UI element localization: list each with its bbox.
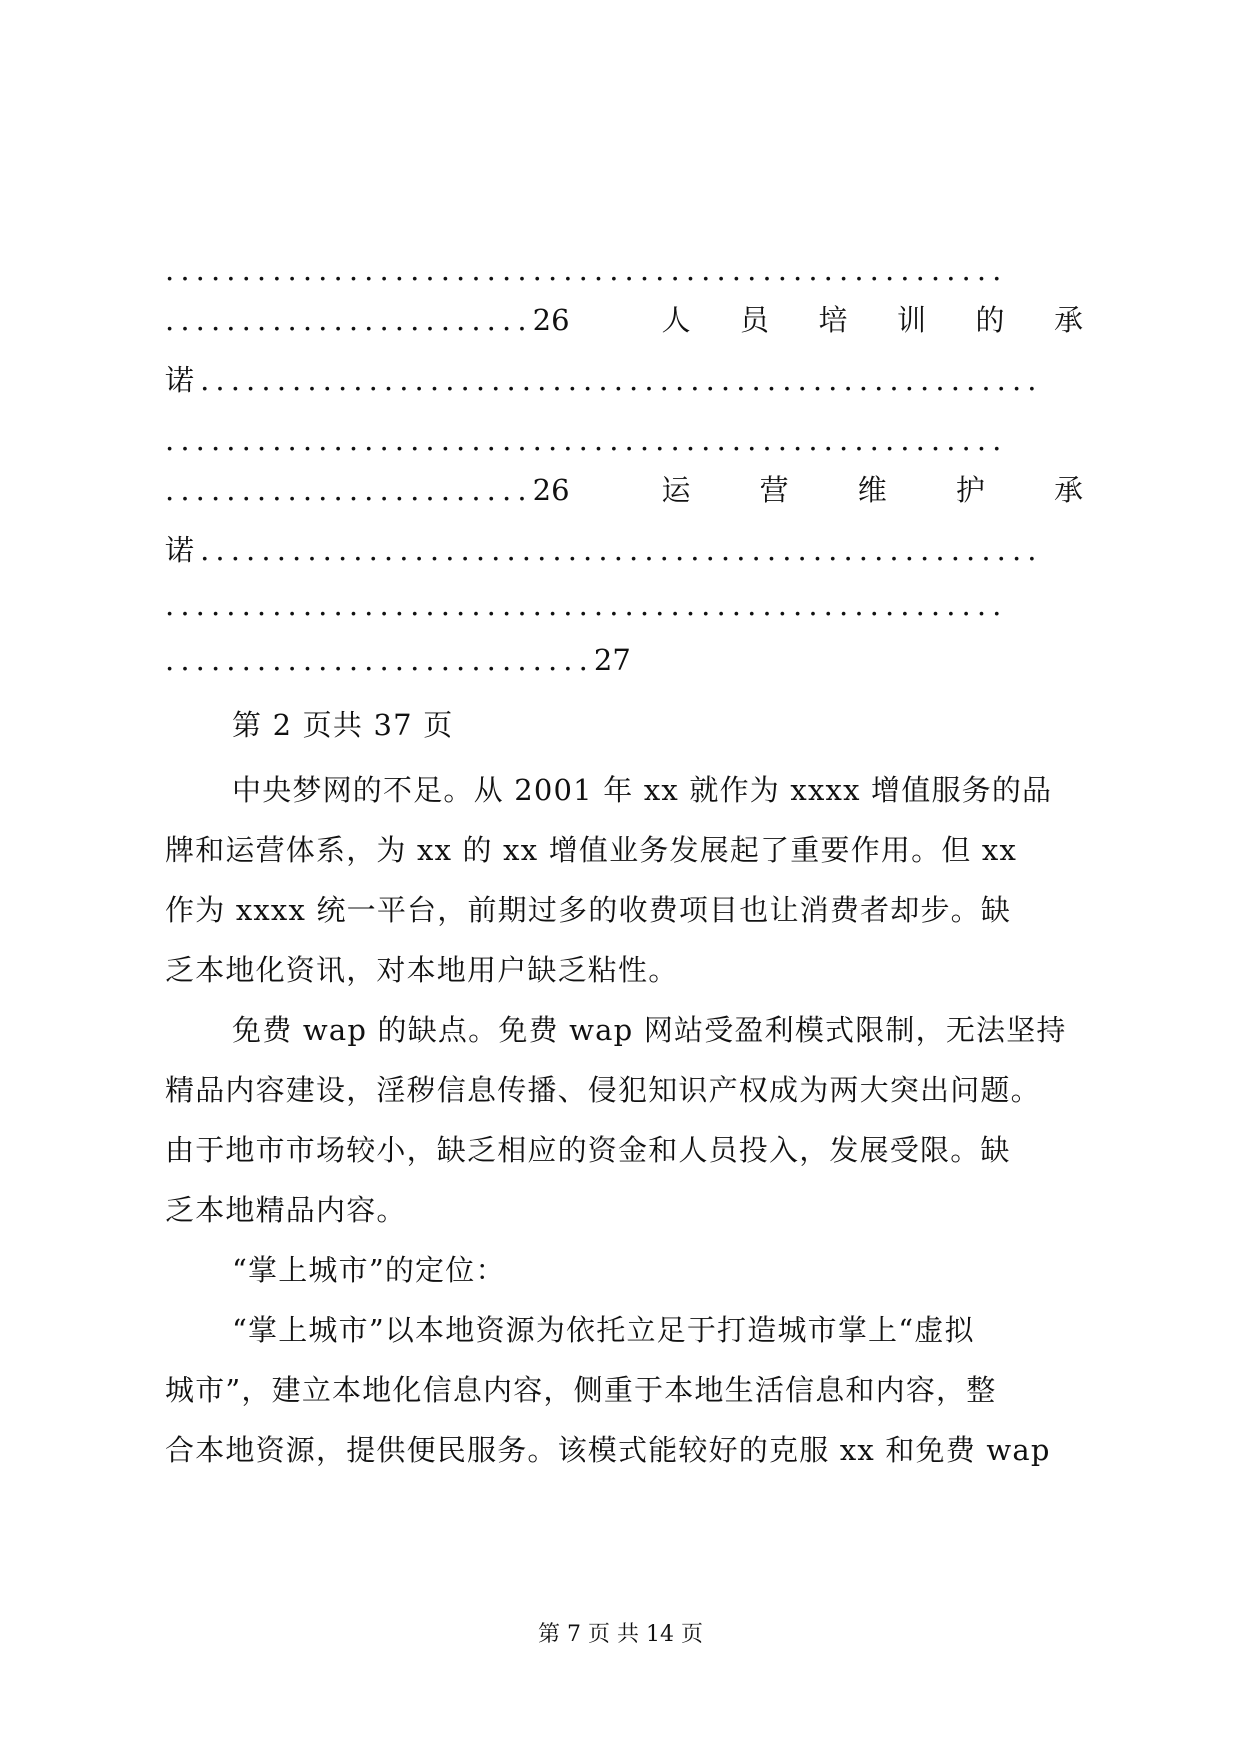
toc-leader-dots: ............................ (165, 643, 594, 677)
toc-entry-last[interactable] (165, 640, 1083, 680)
toc-title-char: 承 (1053, 473, 1083, 507)
toc-entry-operation-maintenance[interactable] (165, 470, 1083, 510)
toc-title-char: 员 (740, 303, 770, 337)
toc-leader-line: 诺....................................................... (165, 533, 1043, 567)
paragraph-line: 牌和运营体系，为 xx 的 xx 增值业务发展起了重要作用。但 xx (165, 833, 1018, 867)
paragraph-line: 中央梦网的不足。从 2001 年 xx 就作为 xxxx 增值服务的品 (232, 773, 1053, 807)
toc-leader-line: 诺....................................................... (165, 363, 1043, 397)
toc-title-char: 营 (759, 473, 789, 507)
paragraph-line: 合本地资源，提供便民服务。该模式能较好的克服 xx 和免费 wap (165, 1433, 1051, 1467)
toc-leader-line: ....................................................... (165, 588, 1008, 622)
toc-title-char: 培 (818, 303, 848, 337)
section-heading: “掌上城市”的定位： (232, 1253, 506, 1287)
toc-page-number: 26 (532, 473, 570, 507)
toc-entry-title (662, 300, 1083, 340)
toc-title-char: 训 (897, 303, 927, 337)
toc-entry-personnel-training[interactable] (165, 300, 1083, 340)
toc-leader-line: ....................................................... (165, 253, 1008, 287)
toc-title-char: 运 (661, 473, 691, 507)
toc-title-char: 维 (857, 473, 887, 507)
toc-page-number: 27 (593, 643, 631, 677)
toc-leader-dots: ........................ (165, 473, 533, 507)
toc-title-char: 人 (661, 303, 691, 337)
paragraph-line: 城市”，建立本地化信息内容，侧重于本地生活信息和内容，整 (165, 1373, 997, 1407)
paragraph-line: 乏本地精品内容。 (165, 1193, 407, 1227)
toc-page-number: 26 (532, 303, 570, 337)
inline-page-marker: 第 2 页共 37 页 (232, 708, 454, 742)
toc-title-char: 的 (975, 303, 1005, 337)
paragraph-line: 免费 wap 的缺点。免费 wap 网站受盈利模式限制，无法坚持 (232, 1013, 1067, 1047)
paragraph-line: 作为 xxxx 统一平台，前期过多的收费项目也让消费者却步。缺 (165, 893, 1012, 927)
toc-entry-title (662, 470, 1083, 510)
paragraph-line: 由于地市市场较小，缺乏相应的资金和人员投入，发展受限。缺 (165, 1133, 1011, 1167)
toc-leader-line: ....................................................... (165, 423, 1008, 457)
toc-title-char: 护 (955, 473, 985, 507)
toc-title-char: 承 (1053, 303, 1083, 337)
page-footer: 第 7 页 共 14 页 (538, 1622, 703, 1647)
toc-leader-dots: ........................ (165, 303, 533, 337)
paragraph-line: “掌上城市”以本地资源为依托立足于打造城市掌上“虚拟 (232, 1313, 975, 1347)
paragraph-line: 乏本地化资讯，对本地用户缺乏粘性。 (165, 953, 679, 987)
paragraph-line: 精品内容建设，淫秽信息传播、侵犯知识产权成为两大突出问题。 (165, 1073, 1041, 1107)
